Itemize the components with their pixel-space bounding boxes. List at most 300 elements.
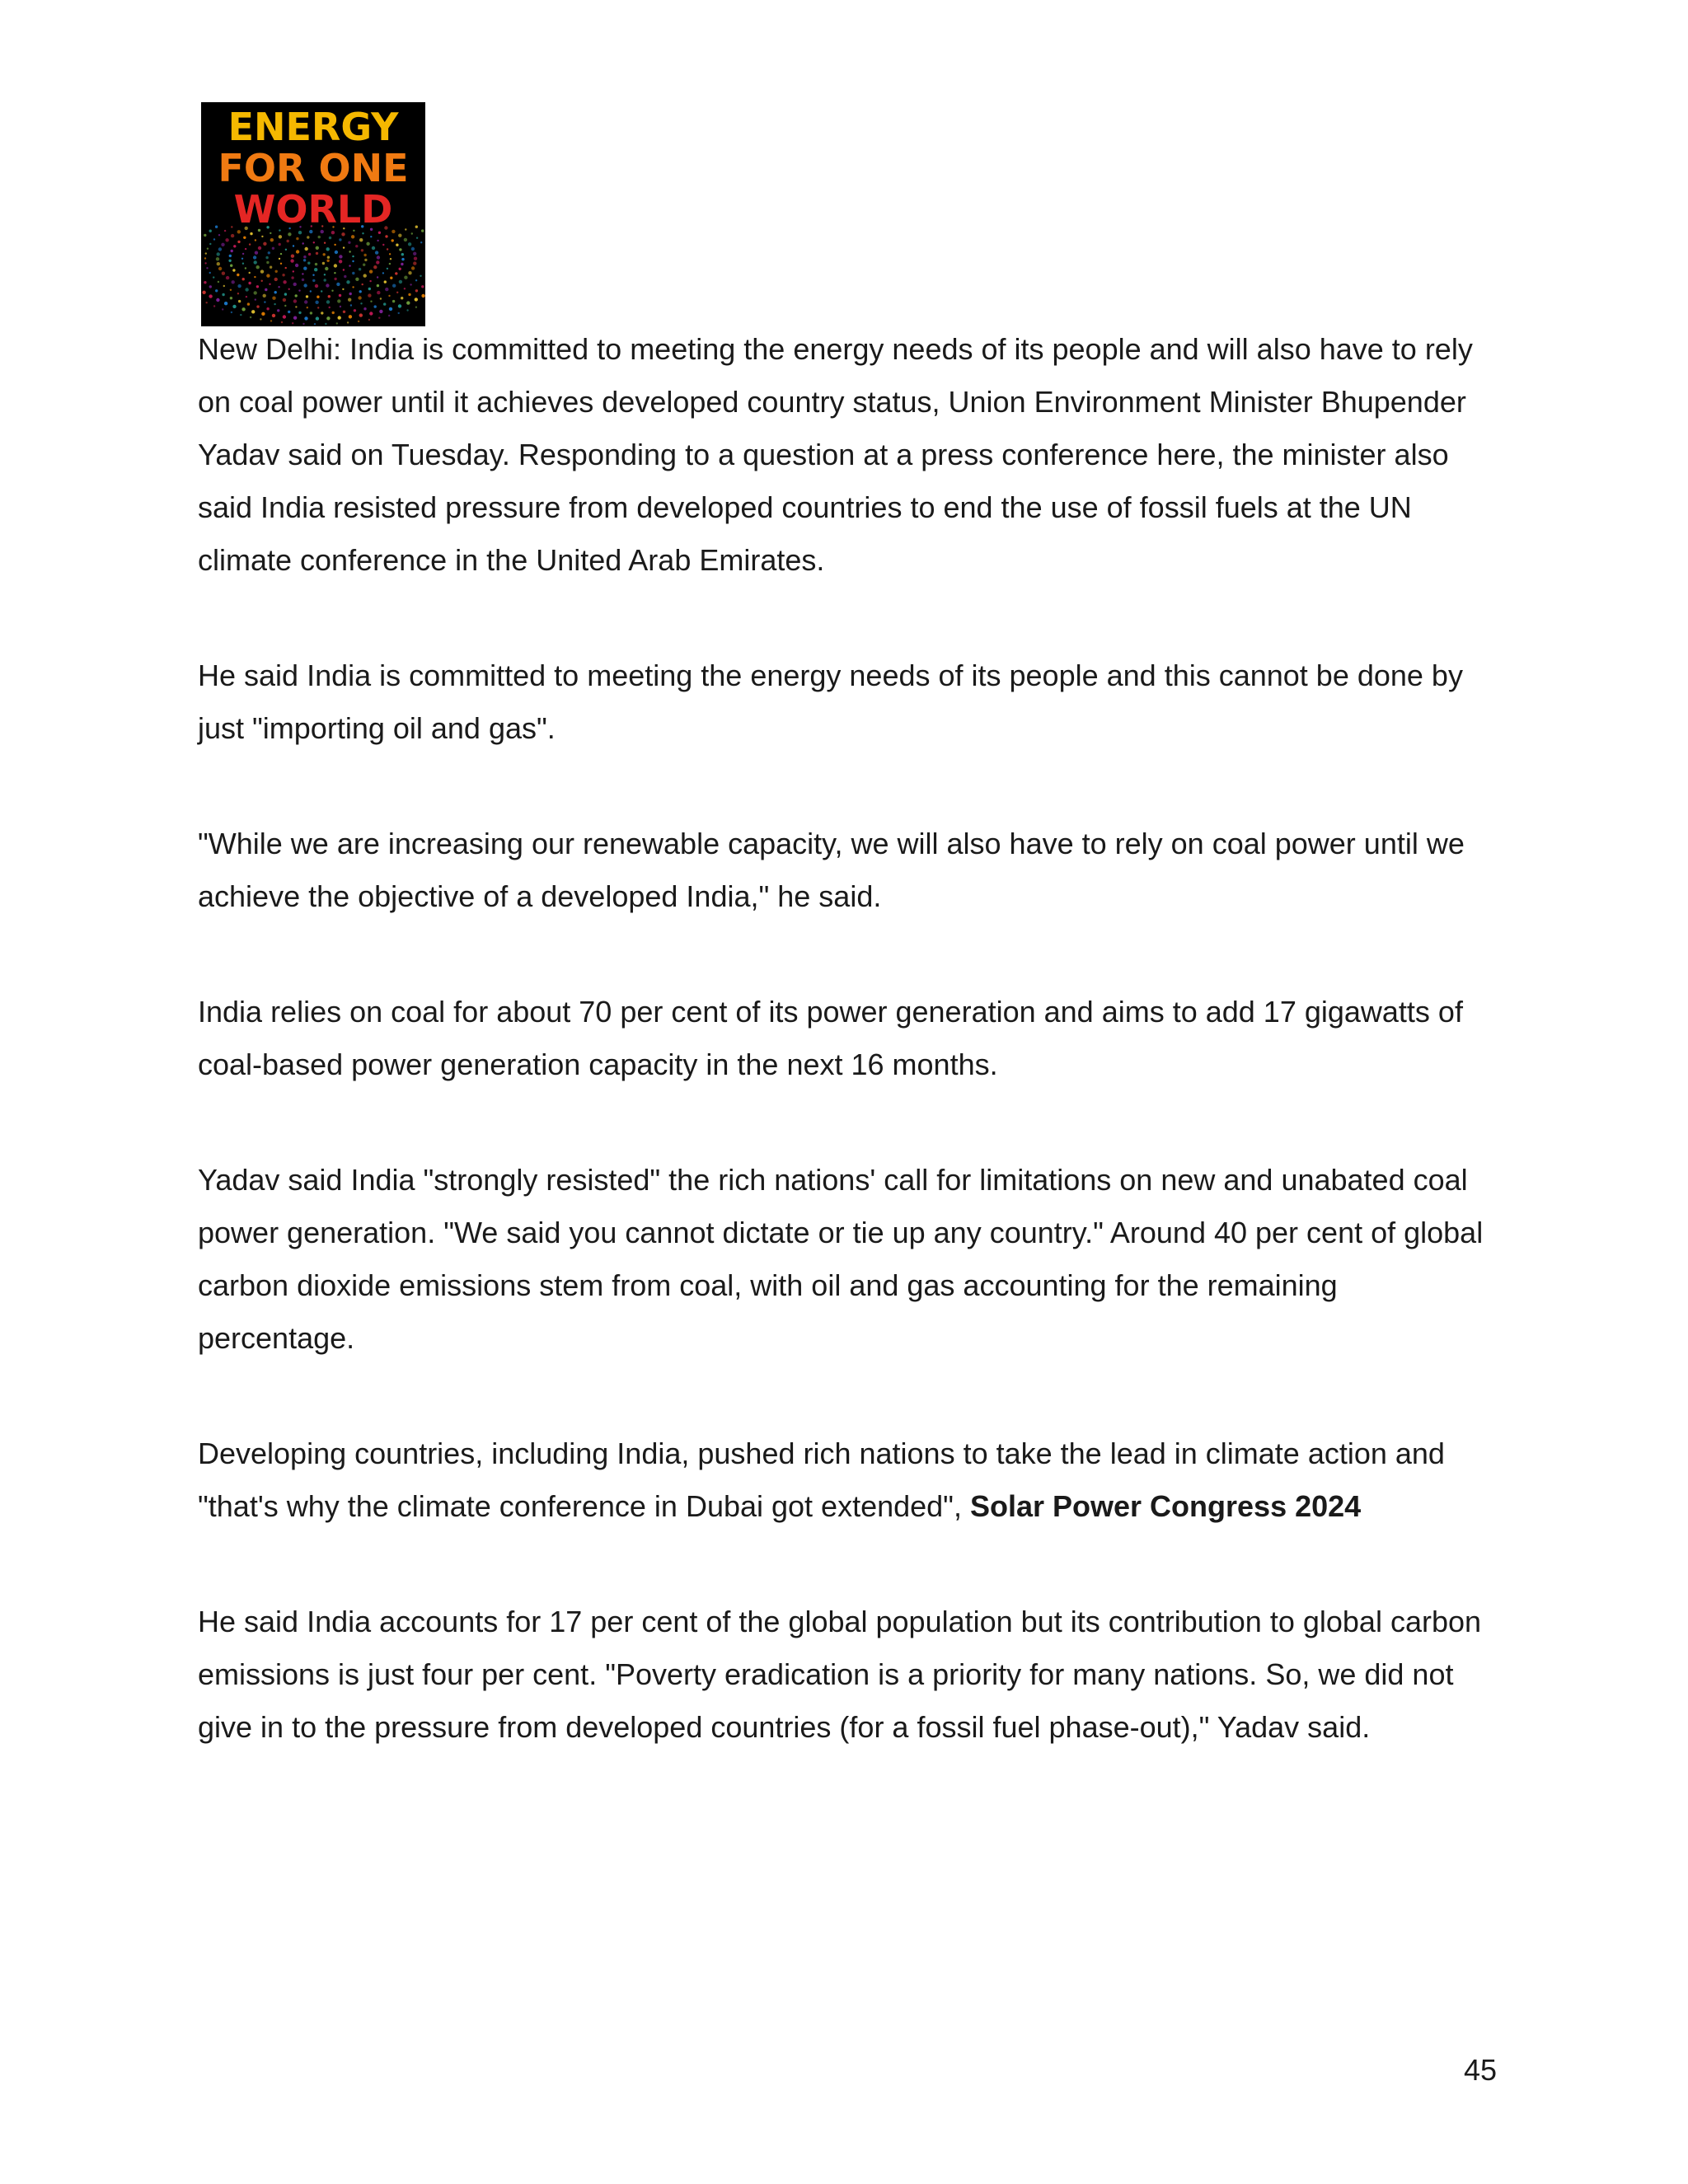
- logo-dot: [245, 288, 248, 291]
- logo-dot: [378, 232, 381, 234]
- logo-dot: [326, 316, 330, 320]
- logo-dot: [334, 272, 335, 274]
- logo-dot: [293, 245, 294, 246]
- logo-dot: [288, 288, 290, 290]
- logo-dot: [298, 289, 300, 291]
- logo-dot: [375, 251, 378, 254]
- logo-dot: [359, 238, 363, 241]
- logo-dot: [313, 241, 315, 243]
- paragraph-6-text: Developing countries, including India, pushed rich nations to take the lead in climate action and "that's why the climate conference in Dubai got extended",: [198, 1436, 1445, 1523]
- logo-dot: [229, 255, 232, 257]
- logo-dot: [387, 248, 388, 250]
- logo-dot: [398, 234, 401, 237]
- logo-dot: [303, 267, 307, 270]
- logo-dot: [363, 254, 366, 256]
- logo-dot: [396, 292, 398, 293]
- logo-line-3: WORLD: [233, 187, 393, 232]
- logo-dot: [268, 251, 270, 254]
- logo-dot: [307, 236, 309, 238]
- logo-dot: [335, 251, 338, 254]
- logo-dot: [209, 272, 211, 274]
- logo-dot: [291, 255, 294, 258]
- logo-dot: [224, 230, 226, 232]
- logo-dot: [421, 294, 424, 298]
- logo-dot: [392, 284, 396, 288]
- logo-dot: [263, 294, 266, 298]
- logo-dot: [242, 278, 245, 280]
- logo-dot: [307, 307, 308, 308]
- logo-dot: [352, 260, 354, 262]
- logo-dot: [378, 317, 380, 319]
- logo-dot: [360, 302, 362, 304]
- logo-line-1: ENERGY: [227, 105, 399, 149]
- logo-dot: [420, 275, 421, 277]
- logo-dot: [256, 285, 259, 288]
- logo-dot: [255, 251, 258, 255]
- logo-dot: [250, 316, 251, 318]
- logo-dot: [241, 307, 245, 311]
- logo-dot: [204, 281, 206, 284]
- logo-dot: [312, 274, 314, 276]
- logo-dot: [340, 306, 341, 307]
- logo-dot: [329, 307, 331, 308]
- logo-dot: [380, 298, 382, 299]
- logo-dot: [421, 285, 424, 288]
- logo-dot: [228, 260, 231, 262]
- logo-dot: [366, 242, 369, 246]
- logo-dot: [272, 314, 275, 317]
- logo-dot: [293, 316, 297, 320]
- logo-dot: [284, 293, 287, 295]
- logo-dot: [264, 301, 265, 302]
- logo-dot: [404, 238, 407, 241]
- logo-dot: [326, 247, 330, 251]
- paragraph-7: He said India accounts for 17 per cent of the global population but its contribution to global carbon emissions is just four per cent. "Poverty eradication is a priority for many nations. So, we did not give in to the pressure from developed countries (for a fossil fuel phase-out)," Yadav said.: [198, 1605, 1482, 1744]
- logo-dot: [290, 259, 293, 262]
- logo-dot: [253, 255, 256, 259]
- logo-dot: [249, 243, 251, 245]
- logo-dot: [230, 289, 232, 291]
- logo-dot: [325, 267, 328, 270]
- logo-dot: [316, 296, 319, 298]
- logo-dot: [237, 293, 239, 294]
- logo-dot: [339, 260, 342, 263]
- logo-dot: [358, 296, 361, 299]
- logo-dot: [222, 308, 223, 310]
- logo-dot: [206, 302, 208, 303]
- logo-dot: [275, 270, 278, 273]
- logo-dot: [242, 253, 244, 255]
- logo-dot: [352, 286, 354, 288]
- logo-dot: [254, 291, 257, 294]
- logo-dot: [237, 274, 239, 276]
- logo-dot: [225, 238, 228, 241]
- logo-dot: [266, 307, 269, 310]
- logo-dot: [398, 304, 401, 307]
- logo-dot: [404, 276, 407, 279]
- logo-dot: [241, 258, 243, 260]
- paragraph-6: [198, 1427, 1500, 1533]
- logo-dot: [246, 296, 247, 298]
- paragraph-3: "While we are increasing our renewable capacity, we will also have to rely on coal power until we achieve the objective of a developed India," he said.: [198, 827, 1465, 913]
- logo-dot: [404, 288, 406, 289]
- logo-dot: [401, 253, 404, 255]
- logo-dot: [318, 236, 321, 238]
- logo-dot: [421, 229, 424, 232]
- logo-dot: [283, 315, 286, 318]
- logo-dot: [263, 242, 266, 246]
- logo-dot: [274, 278, 278, 281]
- logo-dot: [415, 279, 417, 281]
- logo-dot: [411, 247, 415, 251]
- logo-dot: [359, 313, 363, 316]
- logo-dot: [204, 257, 206, 259]
- logo-dot: [390, 258, 392, 260]
- logo-dot: [308, 253, 311, 255]
- logo-dot: [336, 283, 340, 286]
- logo-dot: [329, 237, 331, 239]
- logo-dot: [209, 294, 212, 298]
- logo-dot: [274, 303, 275, 305]
- logo-dot: [323, 253, 326, 255]
- logo-dot: [343, 246, 345, 248]
- logo-dot: [316, 316, 319, 320]
- logo-dot: [293, 283, 297, 286]
- logo-dot: [349, 251, 350, 252]
- logo-dot: [230, 265, 232, 267]
- logo-dot: [359, 268, 361, 270]
- logo-dot: [261, 236, 263, 237]
- logo-dot: [339, 255, 342, 258]
- logo-dot: [362, 284, 363, 285]
- logo-dot: [269, 284, 270, 285]
- logo-dot: [370, 236, 372, 237]
- logo-dot: [369, 312, 373, 315]
- logo-dot: [265, 256, 268, 259]
- logo-dot: [377, 284, 379, 287]
- logo-dot: [247, 302, 250, 305]
- logo-dot: [255, 298, 256, 300]
- logo-dot: [303, 255, 306, 258]
- logo-dot: [266, 274, 270, 277]
- paragraph-1: New Delhi: India is committed to meeting the energy needs of its people and will also have to rely on coal power until it achieves developed country status, Union Environment Minister Bhupender Yadav said on Tuesday. Responding to a question at a press conference here, the minister also said India resisted pressure from developed countries to end the use of fossil fuels at the UN climate conference in the United Arab Emirates.: [198, 332, 1473, 577]
- logo-dot: [361, 249, 363, 251]
- logo-dot: [242, 263, 244, 265]
- logo-dot: [376, 260, 379, 264]
- logo-dot: [265, 288, 267, 291]
- logo-dot: [272, 247, 274, 250]
- logo-dot: [221, 243, 224, 246]
- logo-dot: [270, 238, 274, 241]
- logo-dot: [334, 264, 337, 267]
- logo-dot: [302, 279, 304, 281]
- logo-dot: [377, 255, 380, 259]
- logo-dot: [354, 309, 356, 312]
- logo-dot: [250, 232, 252, 235]
- logo-dot: [277, 309, 279, 312]
- logo-dot: [399, 248, 401, 251]
- logo-dot: [295, 264, 298, 267]
- logo-dot: [413, 252, 416, 255]
- solar-power-congress-bold: Solar Power Congress 2024: [969, 1489, 1362, 1523]
- logo-dot: [399, 268, 401, 270]
- logo-dot: [226, 276, 229, 279]
- logo-dot: [398, 312, 400, 314]
- logo-dot: [288, 232, 291, 236]
- logo-dot: [362, 232, 363, 234]
- logo-dot: [302, 242, 304, 244]
- logo-dot: [256, 305, 259, 307]
- logo-dot: [293, 299, 297, 302]
- logo-dot: [339, 294, 341, 297]
- logo-dot: [303, 284, 307, 287]
- logo-dot: [324, 279, 326, 281]
- logo-dot: [334, 278, 336, 280]
- logo-dot: [255, 239, 256, 241]
- logo-dot: [368, 319, 370, 321]
- logo-dot: [223, 285, 225, 287]
- logo-dot: [392, 239, 394, 241]
- logo-dot: [231, 312, 232, 313]
- logo-dot: [216, 298, 219, 302]
- logo-dot: [304, 300, 307, 303]
- logo-dot: [282, 274, 284, 276]
- logo-dot: [209, 243, 211, 245]
- logo-dot: [352, 255, 354, 257]
- logo-dot: [312, 279, 315, 282]
- logo-dot: [408, 271, 411, 274]
- logo-dot: [374, 305, 377, 307]
- logo-dot: [280, 253, 282, 255]
- logo-dot: [395, 272, 397, 274]
- logo-dot: [387, 268, 388, 269]
- logo-dot: [385, 235, 387, 237]
- logo-dot: [233, 245, 236, 247]
- page-number: 45: [1463, 2053, 1497, 2087]
- logo-dot: [392, 300, 395, 302]
- logo-dot: [344, 275, 346, 278]
- logo-dot: [332, 312, 335, 314]
- logo-dot: [369, 280, 371, 282]
- logo-dot: [278, 286, 279, 288]
- logo-dot: [382, 272, 384, 274]
- logo-dot: [405, 228, 406, 230]
- logo-dot: [406, 301, 410, 304]
- logo-dot: [337, 299, 340, 302]
- logo-dot: [410, 284, 411, 285]
- logo-dot: [237, 284, 241, 288]
- logo-dot: [251, 310, 255, 313]
- logo-dot: [232, 280, 235, 284]
- logo-dot: [240, 314, 241, 316]
- logo-dot: [310, 312, 312, 314]
- logo-dot: [206, 267, 208, 269]
- logo-dot: [254, 260, 257, 264]
- logo-dot: [298, 312, 301, 314]
- logo-dot: [274, 291, 277, 293]
- logo-dot: [249, 272, 251, 274]
- paragraph-4: India relies on coal for about 70 per cent of its power generation and aims to add 17 gigawatts of coal-based power generation capacity in the next 16 months.: [198, 995, 1463, 1081]
- logo-dot: [218, 267, 222, 270]
- logo-dot: [306, 295, 308, 298]
- logo-dot: [324, 242, 326, 244]
- logo-dot: [245, 267, 246, 269]
- logo-dot: [379, 310, 382, 313]
- logo-dot: [284, 305, 286, 307]
- logo-dot: [205, 252, 207, 254]
- logo-dot: [224, 302, 227, 305]
- logo-dot: [213, 238, 215, 240]
- logo-dot: [316, 246, 319, 250]
- logo-dot: [218, 247, 222, 251]
- logo-dot: [232, 269, 235, 271]
- logo-dot: [342, 288, 344, 290]
- logo-dot: [285, 249, 287, 251]
- logo-dot: [209, 230, 212, 232]
- logo-dot: [215, 226, 218, 228]
- logo-dot: [279, 235, 282, 238]
- logo-dot: [358, 321, 359, 322]
- logo-dot: [296, 237, 298, 240]
- logo-dot: [260, 269, 264, 273]
- logo-dot: [316, 252, 318, 255]
- logo-dot: [415, 298, 418, 301]
- logo-dot: [315, 284, 318, 288]
- logo-dot: [283, 298, 286, 302]
- logo-dot: [338, 316, 341, 319]
- logo-dot: [231, 226, 232, 227]
- logo-dot: [280, 263, 282, 265]
- logo-dot: [216, 257, 219, 260]
- logo-dot: [291, 276, 293, 279]
- logo-dot: [310, 290, 312, 292]
- logo-dot: [218, 281, 219, 283]
- logo-dot: [389, 253, 391, 255]
- logo-dot: [232, 305, 236, 308]
- logo-dot: [326, 284, 329, 287]
- logo-dot: [326, 300, 330, 303]
- logo-dot: [322, 262, 325, 265]
- logo-dot: [368, 293, 371, 297]
- logo-dot: [302, 273, 303, 274]
- logo-dot: [385, 288, 388, 291]
- logo-dot: [415, 289, 418, 292]
- logo-dot: [413, 261, 416, 265]
- logo-dot: [399, 280, 402, 284]
- logo-dot: [341, 232, 345, 236]
- logo-dot: [272, 297, 275, 300]
- logo-dot: [248, 282, 251, 284]
- logo-dot: [231, 234, 234, 237]
- logo-dot: [349, 293, 352, 295]
- logo-dot: [351, 235, 354, 238]
- logo-dot: [254, 276, 256, 278]
- logo-dot: [406, 309, 408, 311]
- logo-graphic: [201, 102, 425, 326]
- logo-dot: [279, 243, 281, 246]
- logo-dot: [295, 294, 298, 297]
- logo-dot: [348, 241, 350, 244]
- logo-dot: [377, 240, 378, 241]
- article-body: [198, 323, 1500, 1816]
- logo-dot: [328, 295, 331, 298]
- logo-dot: [270, 320, 272, 321]
- logo-dot: [258, 246, 261, 250]
- logo-dot: [372, 246, 375, 250]
- logo-dot: [377, 291, 380, 294]
- logo-dot: [327, 256, 330, 259]
- logo-dot: [415, 226, 418, 228]
- logo-dot: [363, 264, 365, 266]
- logo-dot: [217, 252, 220, 255]
- logo-dot: [339, 238, 341, 241]
- logo-dot: [343, 269, 345, 270]
- logo-dot: [215, 289, 218, 292]
- logo-dot: [293, 270, 294, 272]
- logo-dot: [261, 312, 265, 316]
- logo-dot: [260, 318, 261, 320]
- logo-dot: [383, 302, 386, 305]
- logo-dot: [222, 293, 224, 296]
- logo-dot: [343, 311, 345, 313]
- logo-dot: [414, 257, 417, 260]
- logo-dot: [331, 290, 333, 292]
- logo-dot: [270, 232, 271, 234]
- logo-dot: [321, 290, 322, 292]
- logo-dot: [213, 305, 215, 307]
- logo-dot: [207, 248, 209, 250]
- logo-dot: [296, 250, 299, 253]
- logo-dot: [352, 272, 354, 274]
- energy-for-one-world-logo: [201, 102, 425, 326]
- logo-dot: [324, 274, 326, 275]
- logo-dot: [238, 300, 241, 302]
- logo-line-2: FOR ONE: [218, 146, 409, 190]
- logo-dot: [359, 290, 362, 293]
- logo-dot: [368, 288, 371, 290]
- logo-dot: [256, 265, 260, 269]
- logo-dot: [382, 244, 384, 246]
- logo-dot: [370, 301, 372, 302]
- logo-dot: [261, 280, 263, 282]
- logo-dot: [204, 262, 206, 264]
- logo-dot: [285, 267, 287, 269]
- logo-dot: [303, 259, 306, 261]
- logo-dot: [346, 280, 349, 284]
- logo-dot: [355, 245, 358, 247]
- logo-dot: [295, 306, 297, 307]
- paragraph-5: Yadav said India "strongly resisted" the rich nations' call for limitations on new and unabated coal power generation. "We said you cannot dictate or tie up any country." Around 40 per cent of global carbon dioxide emissions stem from coal, with oil and gas accounting for the remaining percentage.: [198, 1163, 1484, 1355]
- logo-dot: [388, 315, 390, 316]
- logo-dot: [279, 258, 280, 260]
- logo-dot: [401, 297, 403, 299]
- logo-dot: [314, 268, 317, 271]
- logo-dot: [411, 266, 415, 269]
- logo-dot: [287, 240, 289, 242]
- logo-dot: [389, 307, 392, 311]
- logo-dot: [348, 298, 351, 302]
- logo-dot: [401, 258, 404, 260]
- logo-dot: [307, 262, 310, 265]
- logo-dot: [305, 247, 308, 251]
- logo-dot: [243, 237, 246, 239]
- logo-dot: [355, 278, 359, 281]
- logo-dot: [315, 263, 317, 265]
- logo-dot: [350, 304, 352, 306]
- logo-dot: [334, 244, 335, 246]
- logo-dot: [388, 295, 390, 297]
- paragraph-2: He said India is committed to meeting the energy needs of its people and this cannot be done by just "importing oil and gas".: [198, 658, 1463, 745]
